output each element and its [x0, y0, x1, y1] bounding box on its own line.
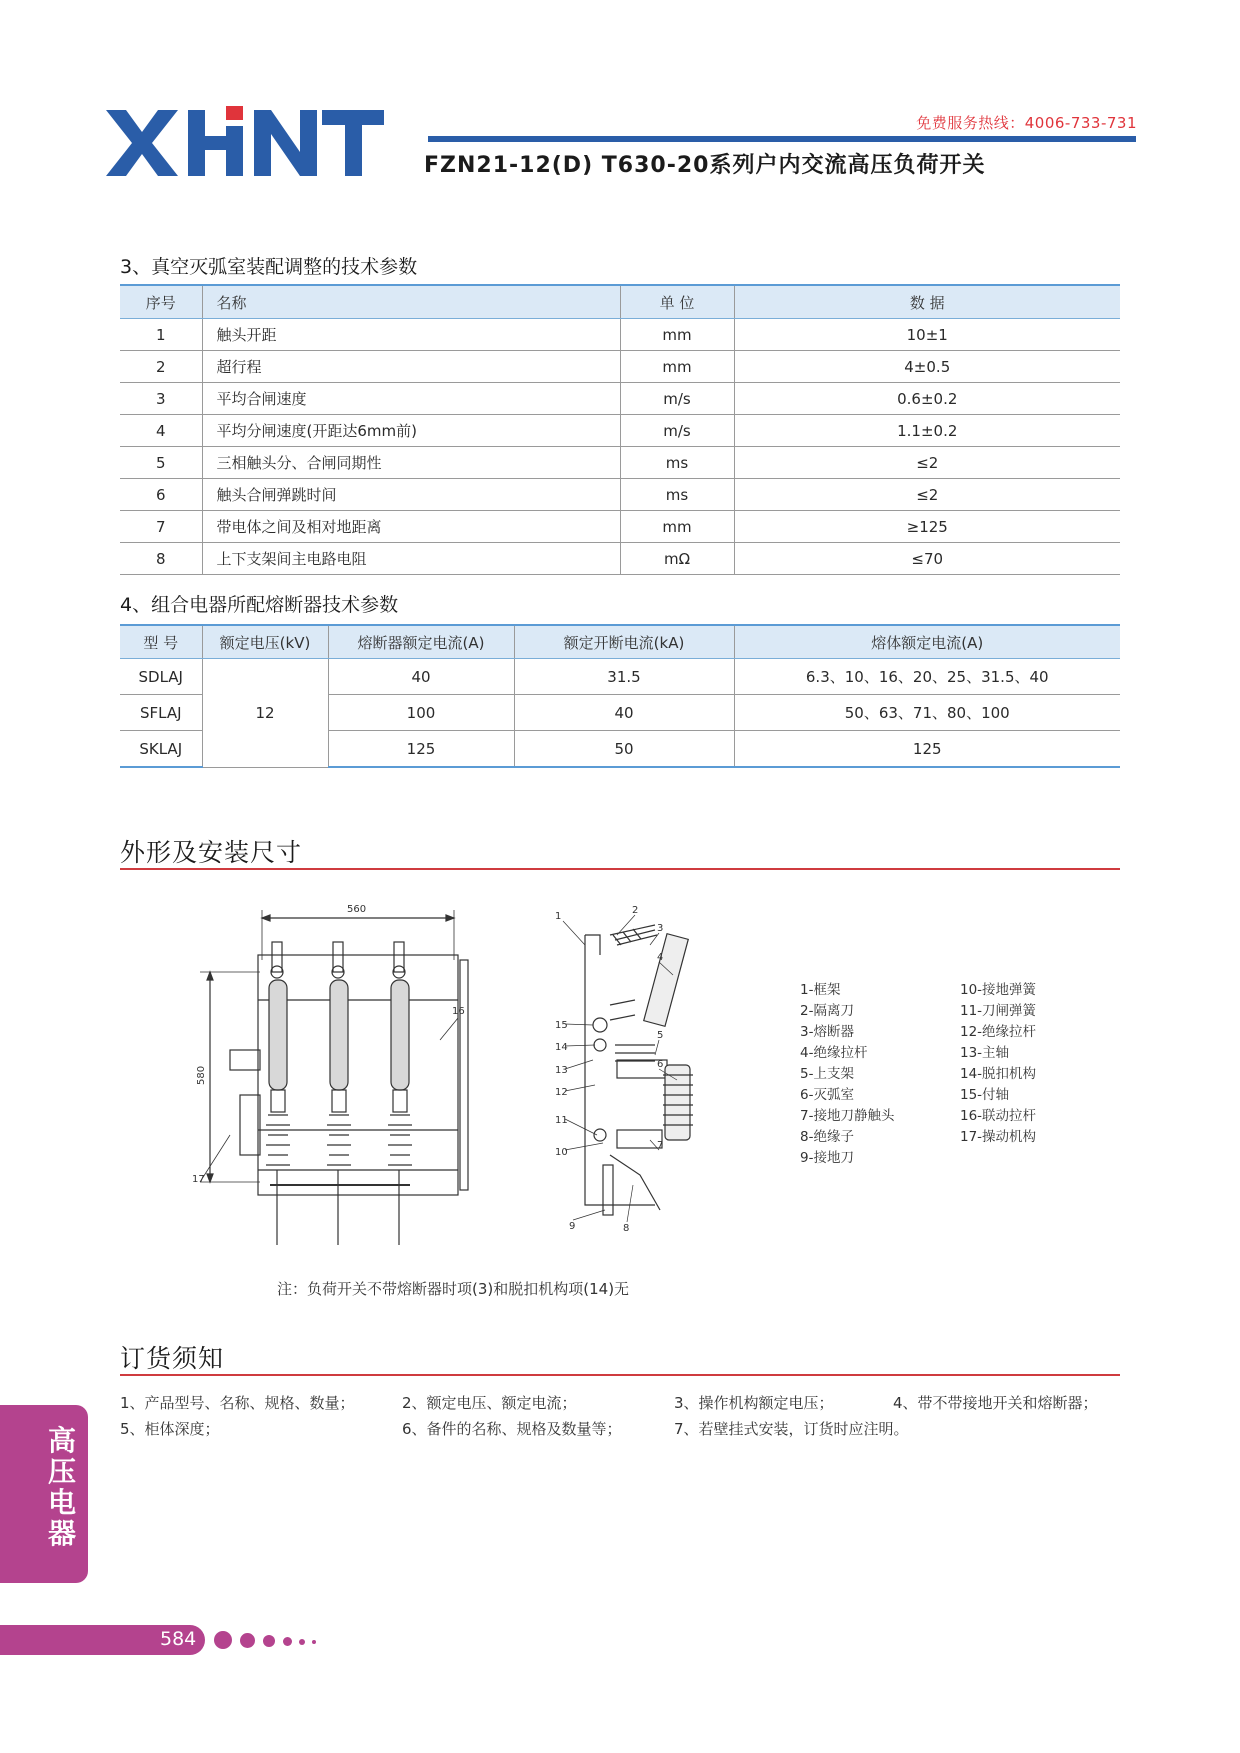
part-legend-item: 5-上支架: [800, 1066, 854, 1082]
parts-legend-col2: [960, 978, 1036, 1146]
cell-value: 1.1±0.2: [734, 415, 1120, 447]
cell-index: 5: [120, 447, 202, 479]
callout-4: 4: [657, 952, 664, 963]
callout-9: 9: [569, 1221, 576, 1232]
ordering-rule: [120, 1374, 1120, 1376]
part-legend-item: 3-熔断器: [800, 1024, 854, 1040]
order-item: 1、产品型号、名称、规格、数量；: [120, 1394, 355, 1412]
width-dimension-label: 560: [347, 904, 367, 915]
order-item: 4、带不带接地开关和熔断器；: [893, 1394, 1098, 1412]
table-row: [120, 511, 1120, 543]
table-row: [120, 351, 1120, 383]
header-rule: [428, 136, 1136, 142]
callout-15: 15: [555, 1020, 568, 1031]
cell-value: ≤70: [734, 543, 1120, 575]
cell-name: 超行程: [202, 351, 620, 383]
cell-model: SFLAJ: [120, 695, 202, 731]
callout-13: 13: [555, 1065, 568, 1076]
cell-name: 平均分闸速度(开距达6mm前): [202, 415, 620, 447]
order-item: 3、操作机构额定电压；: [674, 1394, 834, 1412]
part-legend-item: 16-联动拉杆: [960, 1108, 1037, 1124]
callout-17: 17: [192, 1174, 205, 1185]
cell-index: 6: [120, 479, 202, 511]
part-legend-item: 7-接地刀静触头: [800, 1108, 895, 1124]
cell-index: 1: [120, 319, 202, 351]
callout-7: 7: [657, 1140, 664, 1151]
callout-12: 12: [555, 1087, 568, 1098]
dimensions-rule: [120, 868, 1120, 870]
callout-14: 14: [555, 1042, 568, 1053]
table-row: [120, 659, 1120, 695]
ordering-heading: 订货须知: [120, 1344, 225, 1373]
cell-value: ≤2: [734, 447, 1120, 479]
callout-1: 1: [555, 911, 562, 922]
col-header-breaking-current: 额定开断电流(kA): [514, 625, 734, 659]
decor-dot: [283, 1637, 292, 1646]
cell-index: 7: [120, 511, 202, 543]
part-legend-item: 8-绝缘子: [800, 1129, 854, 1145]
section3-heading: 3、真空灭弧室装配调整的技术参数: [120, 256, 418, 278]
cell-name: 触头合闸弹跳时间: [202, 479, 620, 511]
table-row: [120, 383, 1120, 415]
parts-legend-col1: [800, 978, 894, 1167]
cell-unit: mm: [620, 351, 734, 383]
part-legend-item: 12-绝缘拉杆: [960, 1024, 1037, 1040]
col-header-index: 序号: [120, 285, 202, 319]
cell-element-current: 125: [734, 731, 1120, 768]
cell-value: ≥125: [734, 511, 1120, 543]
cell-name: 平均合闸速度: [202, 383, 620, 415]
cell-value: 10±1: [734, 319, 1120, 351]
part-legend-item: 10-接地弹簧: [960, 982, 1037, 998]
part-legend-item: 13-主轴: [960, 1045, 1010, 1061]
fuse-params-table: [120, 624, 1120, 768]
category-label: 高压电器: [47, 1424, 76, 1550]
section4-heading: 4、组合电器所配熔断器技术参数: [120, 594, 399, 616]
cell-unit: mm: [620, 319, 734, 351]
cell-model: SKLAJ: [120, 731, 202, 768]
part-legend-item: 17-操动机构: [960, 1129, 1037, 1145]
part-legend-item: 15-付轴: [960, 1087, 1010, 1103]
col-header-fuse-current: 熔断器额定电流(A): [328, 625, 514, 659]
col-header-element-current: 熔体额定电流(A): [734, 625, 1120, 659]
cell-unit: ms: [620, 479, 734, 511]
part-legend-item: 6-灭弧室: [800, 1087, 854, 1103]
cell-breaking-current: 50: [514, 731, 734, 768]
cell-fuse-current: 125: [328, 731, 514, 768]
cell-breaking-current: 40: [514, 695, 734, 731]
cell-name: 三相触头分、合闸同期性: [202, 447, 620, 479]
dimensions-note: 注：负荷开关不带熔断器时项(3)和脱扣机构项(14)无: [277, 1280, 630, 1298]
brand-logo: [104, 106, 386, 180]
cell-unit: m/s: [620, 415, 734, 447]
cell-value: 0.6±0.2: [734, 383, 1120, 415]
table-row: [120, 447, 1120, 479]
page-number: 584: [160, 1628, 197, 1650]
col-header-voltage: 额定电压(kV): [202, 625, 328, 659]
cell-unit: mΩ: [620, 543, 734, 575]
callout-8: 8: [623, 1223, 630, 1234]
cell-element-current: 50、63、71、80、100: [734, 695, 1120, 731]
callout-16: 16: [452, 1006, 465, 1017]
callout-3: 3: [657, 923, 664, 934]
product-title: FZN21-12(D) T630-20系列户内交流高压负荷开关: [424, 153, 986, 178]
cell-fuse-current: 40: [328, 659, 514, 695]
cell-unit: m/s: [620, 383, 734, 415]
callout-10: 10: [555, 1147, 568, 1158]
callout-2: 2: [632, 905, 639, 916]
cell-unit: mm: [620, 511, 734, 543]
part-legend-item: 2-隔离刀: [800, 1003, 854, 1019]
height-dimension-label: 580: [196, 1065, 207, 1085]
cell-index: 3: [120, 383, 202, 415]
order-item: 2、额定电压、额定电流；: [402, 1394, 577, 1412]
part-legend-item: 14-脱扣机构: [960, 1066, 1037, 1082]
col-header-model: 型 号: [120, 625, 202, 659]
decor-dot: [263, 1635, 275, 1647]
part-legend-item: 1-框架: [800, 982, 841, 998]
side-view-drawing: [555, 895, 755, 1255]
table-header-row: [120, 625, 1120, 659]
cell-element-current: 6.3、10、16、20、25、31.5、40: [734, 659, 1120, 695]
cell-name: 带电体之间及相对地距离: [202, 511, 620, 543]
order-item: 5、柜体深度；: [120, 1420, 220, 1438]
callout-5: 5: [657, 1030, 664, 1041]
part-legend-item: 4-绝缘拉杆: [800, 1045, 868, 1061]
decor-dot: [299, 1639, 305, 1645]
cell-index: 8: [120, 543, 202, 575]
dimensions-heading: 外形及安装尺寸: [120, 838, 303, 867]
part-legend-item: 11-刀闸弹簧: [960, 1003, 1037, 1019]
cell-index: 4: [120, 415, 202, 447]
cell-name: 上下支架间主电路电阻: [202, 543, 620, 575]
cell-index: 2: [120, 351, 202, 383]
decor-dot: [214, 1631, 232, 1649]
table-row: [120, 415, 1120, 447]
cell-fuse-current: 100: [328, 695, 514, 731]
col-header-value: 数 据: [734, 285, 1120, 319]
assembly-params-table: [120, 284, 1120, 575]
part-legend-item: 9-接地刀: [800, 1150, 854, 1166]
cell-unit: ms: [620, 447, 734, 479]
pole-1: [266, 942, 290, 1245]
pole-3: [388, 942, 412, 1245]
order-item: 6、备件的名称、规格及数量等；: [402, 1420, 622, 1438]
cell-name: 触头开距: [202, 319, 620, 351]
order-item: 7、若壁挂式安装，订货时应注明。: [674, 1420, 909, 1438]
col-header-name: 名称: [202, 285, 620, 319]
table-row: [120, 543, 1120, 575]
decor-dot: [312, 1640, 316, 1644]
callout-11: 11: [555, 1115, 568, 1126]
cell-voltage: 12: [202, 659, 328, 768]
service-hotline: 免费服务热线：4006-733-731: [916, 114, 1137, 132]
cell-model: SDLAJ: [120, 659, 202, 695]
cell-value: 4±0.5: [734, 351, 1120, 383]
table-header-row: [120, 285, 1120, 319]
callout-6: 6: [657, 1059, 664, 1070]
col-header-unit: 单 位: [620, 285, 734, 319]
pole-2: [327, 942, 351, 1245]
cell-value: ≤2: [734, 479, 1120, 511]
decor-dot: [240, 1633, 255, 1648]
table-row: [120, 479, 1120, 511]
cell-breaking-current: 31.5: [514, 659, 734, 695]
table-row: [120, 319, 1120, 351]
front-view-drawing: [190, 900, 520, 1260]
